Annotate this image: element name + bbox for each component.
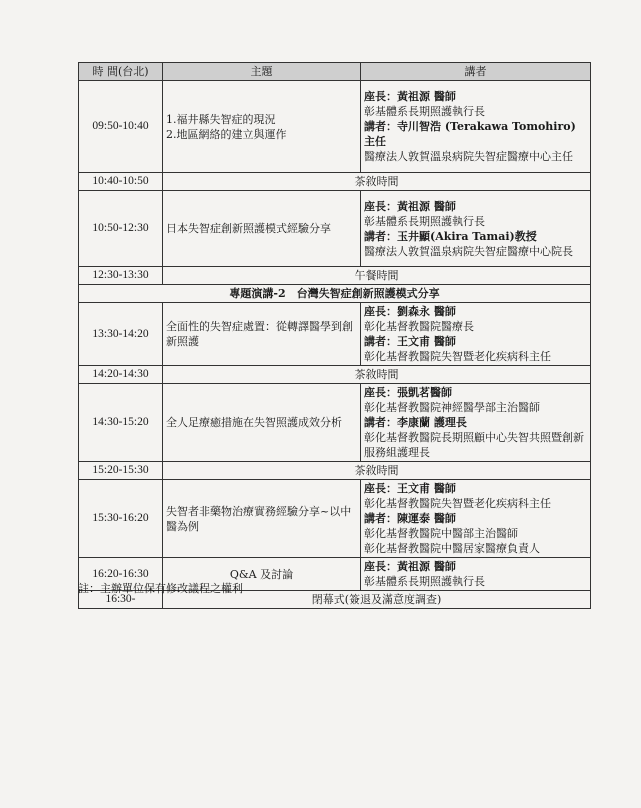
table-header-row (79, 63, 591, 81)
break-label: 茶敘時間 (163, 366, 591, 384)
speaker-affiliation-line: 彰化基督教醫院中醫居家醫療負責人 (364, 542, 540, 555)
topic-line: 全人足療癒措施在失智照護成效分析 (166, 416, 342, 429)
time-cell: 15:20-15:30 (79, 462, 163, 480)
table-row (79, 384, 591, 462)
speaker-cell (361, 558, 591, 591)
topic-line: 全面性的失智症處置：從轉譯醫學到創新照護 (166, 320, 353, 348)
time-cell: 16:20-16:30 (79, 558, 163, 591)
speaker-role-line: 講者：玉井顯(Akira Tamai)教授 (364, 229, 537, 243)
speaker-role-line: 講者：李康蘭 護理長 (364, 416, 467, 429)
topic-cell (163, 81, 361, 173)
speaker-role-line: 講者：陳運泰 醫師 (364, 512, 456, 525)
speaker-cell (361, 191, 591, 267)
speaker-cell (361, 480, 591, 558)
agenda-body (79, 81, 591, 609)
speaker-affiliation-line: 彰基體系長期照護執行長 (364, 214, 485, 228)
speaker-role-line: 講者：王文甫 醫師 (364, 335, 456, 348)
speaker-affiliation-line: 彰化基督教醫院失智暨老化疾病科主任 (364, 350, 551, 363)
topic-cell (163, 384, 361, 462)
speaker-cell (361, 384, 591, 462)
speaker-role-line: 座長：黃祖源 醫師 (364, 90, 456, 103)
header-time: 時 間(台北) (79, 63, 163, 81)
time-cell: 09:50-10:40 (79, 81, 163, 173)
table-row (79, 267, 591, 285)
agenda-table (78, 62, 591, 609)
speaker-affiliation-line: 醫療法人敦賀溫泉病院失智症醫療中心主任 (364, 150, 573, 163)
speaker-role-line: 座長：黃祖源 醫師 (364, 199, 456, 213)
speaker-affiliation-line: 彰化基督教醫院長期照顧中心失智共照暨創新服務組護理長 (364, 431, 584, 459)
time-cell: 16:30- (79, 591, 163, 609)
table-row (79, 81, 591, 173)
speaker-role-line: 座長：張凱茗醫師 (364, 386, 452, 399)
topic-cell (163, 480, 361, 558)
speaker-affiliation-line: 彰化基督教醫院神經醫學部主治醫師 (364, 401, 540, 414)
header-topic: 主題 (163, 63, 361, 81)
time-cell: 10:40-10:50 (79, 173, 163, 191)
speaker-cell (361, 303, 591, 366)
topic-cell (163, 191, 361, 267)
table-row (79, 366, 591, 384)
speaker-cell (361, 81, 591, 173)
time-cell: 14:20-14:30 (79, 366, 163, 384)
speaker-affiliation-line: 醫療法人敦賀溫泉病院失智症醫療中心院長 (364, 244, 573, 258)
table-row (79, 173, 591, 191)
speaker-affiliation-line: 彰基體系長期照護執行長 (364, 105, 485, 118)
speaker-affiliation-line: 彰化基督教醫院失智暨老化疾病科主任 (364, 497, 551, 510)
table-row (79, 191, 591, 267)
break-label: 午餐時間 (163, 267, 591, 285)
topic-line: 失智者非藥物治療實務經驗分享~以中醫為例 (166, 504, 352, 533)
topic-line: 1.福井縣失智症的現況 (166, 112, 276, 126)
table-row (79, 303, 591, 366)
table-row (79, 480, 591, 558)
time-cell: 12:30-13:30 (79, 267, 163, 285)
time-cell: 14:30-15:20 (79, 384, 163, 462)
header-speaker: 講者 (361, 63, 591, 81)
time-cell: 13:30-14:20 (79, 303, 163, 366)
break-label: 茶敘時間 (163, 462, 591, 480)
speaker-affiliation-line: 彰化基督教醫院中醫部主治醫師 (364, 527, 518, 540)
speaker-role-line: 座長：劉森永 醫師 (364, 305, 456, 318)
speaker-role-line: 講者：寺川智浩 (Terakawa Tomohiro) 主任 (364, 120, 576, 148)
speaker-role-line: 座長：王文甫 醫師 (364, 482, 456, 495)
topic-line: Q&A 及討論 (229, 567, 294, 581)
break-label: 閉幕式(簽退及滿意度調查) (163, 591, 591, 609)
speaker-affiliation-line: 彰基體系長期照護執行長 (364, 575, 485, 588)
time-cell: 10:50-12:30 (79, 191, 163, 267)
topic-line: 日本失智症創新照護模式經驗分享 (166, 222, 331, 235)
speaker-role-line: 座長：黃祖源 醫師 (364, 560, 456, 573)
session-title: 專題演講-2 台灣失智症創新照護模式分享 (79, 285, 591, 303)
topic-line: 2.地區網絡的建立與運作 (166, 127, 287, 141)
table-row (79, 285, 591, 303)
time-cell: 15:30-16:20 (79, 480, 163, 558)
speaker-affiliation-line: 彰化基督教醫院醫療長 (364, 320, 474, 333)
agenda-page (78, 62, 590, 609)
break-label: 茶敘時間 (163, 173, 591, 191)
topic-cell (163, 303, 361, 366)
table-row (79, 462, 591, 480)
footnote: 註：主辦單位保有修改議程之權利 (78, 582, 243, 595)
